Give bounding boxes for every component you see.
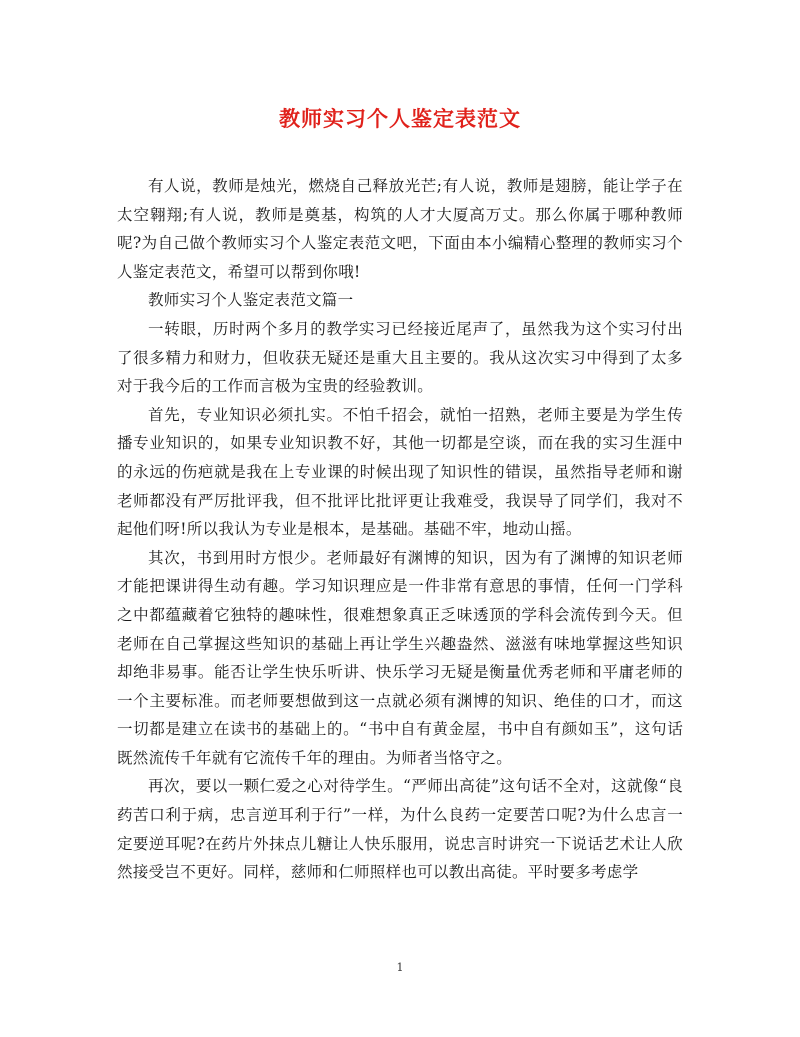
body-paragraph-2: 首先，专业知识必须扎实。不怕千招会，就怕一招熟，老师主要是为学生传播专业知识的，如果专业知识教不好，其他一切都是空谈，而在我的实习生涯中的永远的伤疤就是我在上专业课的时候出现了知识性的错误，虽然指导老师和谢老师都没有严厉批评我，但不批评比批评更让我难受，我误导了同学们，我对不起他们呀!所以我认为专业是根本，是基础。基础不牢，地动山摇。 bbox=[117, 405, 683, 539]
body-paragraph-1: 一转眼，历时两个多月的教学实习已经接近尾声了，虽然我为这个实习付出了很多精力和财力，但收获无疑还是重大且主要的。我从这次实习中得到了太多对于我今后的工作而言极为宝贵的经验教训。 bbox=[117, 319, 683, 396]
intro-paragraph: 有人说，教师是烛光，燃烧自己释放光芒;有人说，教师是翅膀，能让学子在太空翱翔;有人说，教师是奠基，构筑的人才大厦高万丈。那么你属于哪种教师呢?为自己做个教师实习个人鉴定表范文吧，下面由本小编精心整理的教师实习个人鉴定表范文，希望可以帮到你哦! bbox=[117, 177, 683, 281]
document-body bbox=[117, 172, 683, 887]
body-paragraph-3: 其次，书到用时方恨少。老师最好有渊博的知识，因为有了渊博的知识老师才能把课讲得生动有趣。学习知识理应是一件非常有意思的事情，任何一门学科之中都蕴藏着它独特的趣味性，很难想象真正乏味透顶的学科会流传到今天。但老师在自己掌握这些知识的基础上再让学生兴趣盎然、滋滋有味地掌握这些知识却绝非易事。能否让学生快乐听讲、快乐学习无疑是衡量优秀老师和平庸老师的一个主要标准。而老师要想做到这一点就必须有渊博的知识、绝佳的口才，而这一切都是建立在读书的基础上的。“书中自有黄金屋，书中自有颜如玉”，这句话既然流传千年就有它流传千年的理由。为师者当恪守之。 bbox=[117, 548, 683, 767]
body-paragraph-4: 再次，要以一颗仁爱之心对待学生。“严师出高徒”这句话不全对，这就像“良药苦口利于病，忠言逆耳利于行”一样，为什么良药一定要苦口呢?为什么忠言一定要逆耳呢?在药片外抹点儿糖让人快乐服用，说忠言时讲究一下说话艺术让人欣然接受岂不更好。同样，慈师和仁师照样也可以教出高徒。平时要多考虑学 bbox=[117, 777, 683, 882]
page-number: 1 bbox=[396, 961, 404, 974]
document-title: 教师实习个人鉴定表范文 bbox=[279, 106, 521, 131]
section-heading: 教师实习个人鉴定表范文篇一 bbox=[148, 291, 354, 310]
